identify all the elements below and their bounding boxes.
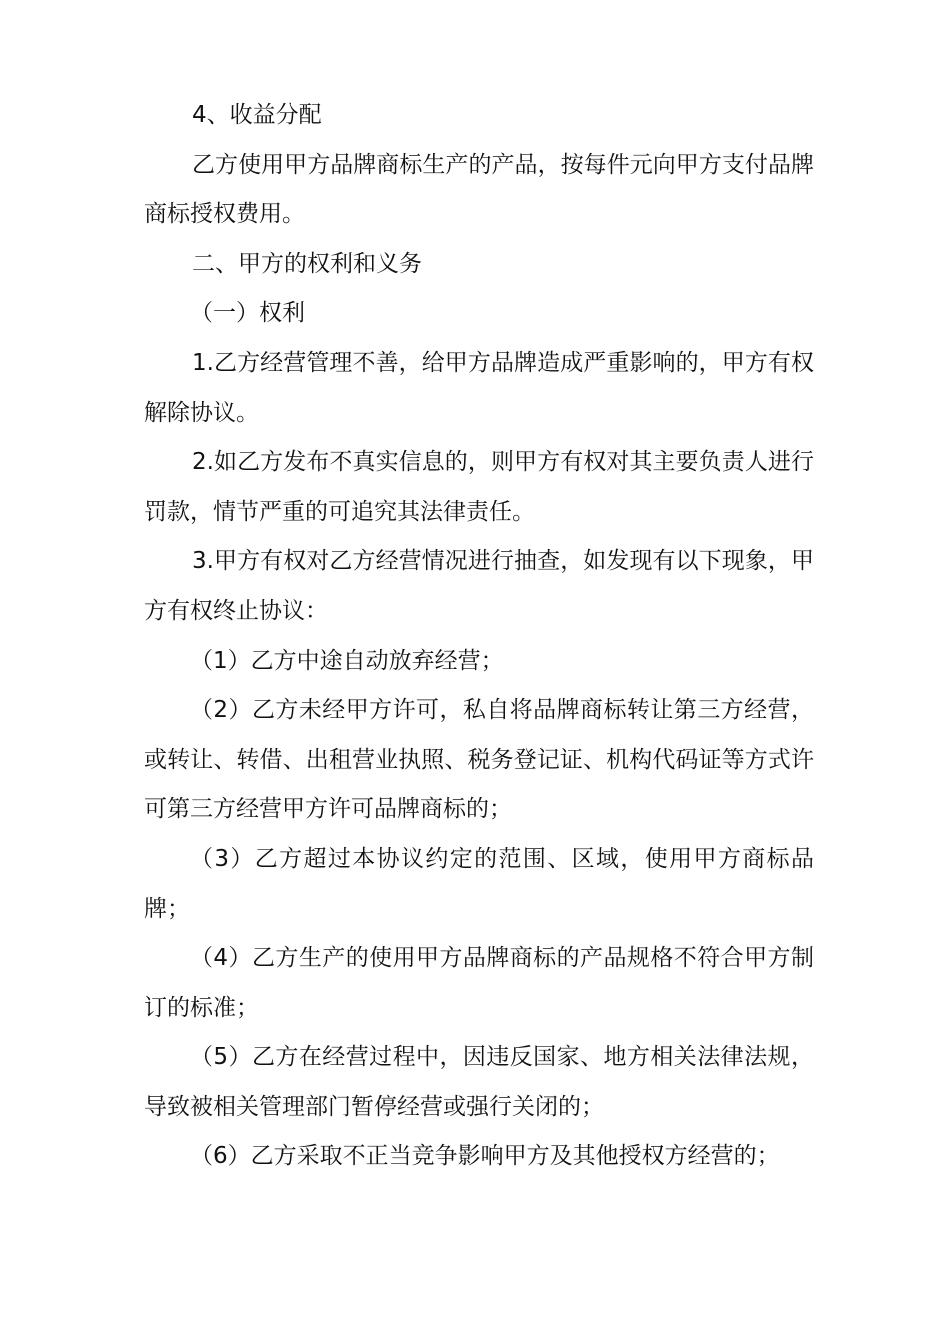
clause-paragraph: 3.甲方有权对乙方经营情况进行抽查，如发现有以下现象，甲方有权终止协议： xyxy=(144,548,814,624)
list-item: （5）乙方在经营过程中，因违反国家、地方相关法律法规，导致被相关管理部门暂停经营或强行关闭的； xyxy=(144,1044,814,1120)
section-heading: 二、甲方的权利和义务 xyxy=(192,250,422,277)
list-item: （1）乙方中途自动放弃经营； xyxy=(190,647,504,674)
document-body xyxy=(144,91,814,1182)
list-item: （6）乙方采取不正当竞争影响甲方及其他授权方经营的； xyxy=(190,1143,780,1170)
list-item: （3）乙方超过本协议约定的范围、区域，使用甲方商标品牌； xyxy=(144,845,814,922)
section-heading: 4、收益分配 xyxy=(192,102,322,128)
subsection-heading: （一）权利 xyxy=(190,300,305,327)
list-item: （4）乙方生产的使用甲方品牌商标的产品规格不符合甲方制订的标准； xyxy=(144,945,814,1021)
revenue-clause: 乙方使用甲方品牌商标生产的产品，按每件元向甲方支付品牌商标授权费用。 xyxy=(144,151,814,228)
clause-paragraph: 2.如乙方发布不真实信息的，则甲方有权对其主要负责人进行罚款，情节严重的可追究其法律责任。 xyxy=(144,449,814,525)
clause-paragraph: 1.乙方经营管理不善，给甲方品牌造成严重影响的，甲方有权解除协议。 xyxy=(144,349,814,426)
list-item: （2）乙方未经甲方许可，私自将品牌商标转让第三方经营，或转让、转借、出租营业执照、税务登记证、机构代码证等方式许可第三方经营甲方许可品牌商标的； xyxy=(144,697,814,823)
